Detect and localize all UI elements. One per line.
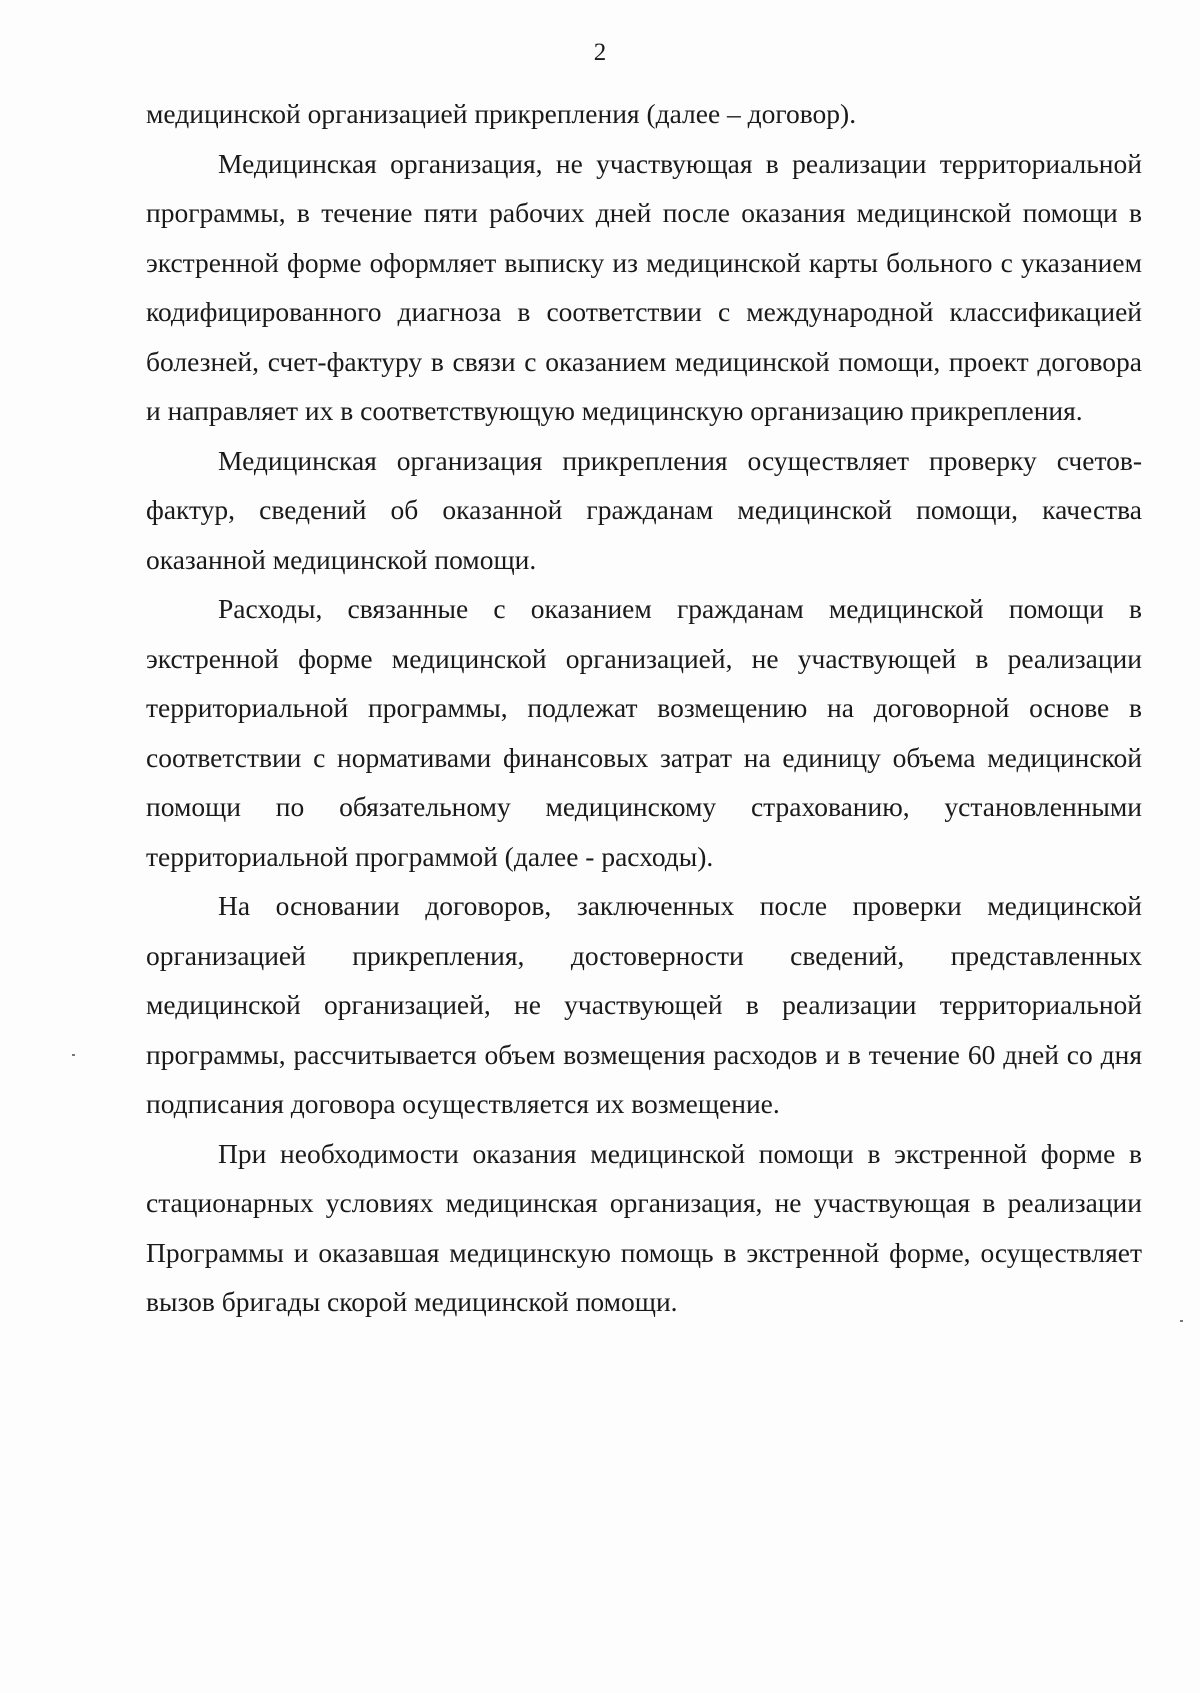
scan-dust-mark (1180, 1320, 1183, 1322)
paragraph-invoice-verification: Медицинская организация прикрепления осуществляет проверку счетов-фактур, сведений об оказанной гражданам медицинской помощи, качества оказанной медицинской помощи. (146, 444, 1142, 575)
document-body (146, 89, 1142, 1327)
page-number: 2 (593, 39, 607, 66)
paragraph-expense-reimbursement: Расходы, связанные с оказанием гражданам медицинской помощи в экстренной форме медицинской организацией, не участвующей в реализации территориальной программы, подлежат возмещению на договорной основе в соответствии с нормативами финансовых затрат на единицу объема медицинской помощи по обязательному медицинскому страхованию, установленными территориальной программой (далее - расходы). (146, 593, 1142, 872)
scan-dust-mark (72, 1054, 75, 1056)
paragraph-continuation: медицинской организацией прикрепления (далее – договор). (146, 98, 857, 129)
paragraph-contract-basis: На основании договоров, заключенных после проверки медицинской организацией прикрепления, достоверности сведений, представленных медицинской организацией, не участвующей в реализации территориальной программы, рассчитывается объем возмещения расходов и в течение 60 дней со дня подписания договора осуществляется их возмещение. (146, 890, 1142, 1119)
paragraph-non-participating-organization: Медицинская организация, не участвующая в реализации территориальной программы, в течение пяти рабочих дней после оказания медицинской помощи в экстренной форме оформляет выписку из медицинской карты больного с указанием кодифицированного диагноза в соответствии с международной классификацией болезней, счет-фактуру в связи с оказанием медицинской помощи, проект договора и направляет их в соответствующую медицинскую организацию прикрепления. (146, 147, 1142, 426)
paragraph-emergency-inpatient: При необходимости оказания медицинской помощи в экстренной форме в стационарных условиях медицинская организация, не участвующая в реализации Программы и оказавшая медицинскую помощь в экстренной форме, осуществляет вызов бригады скорой медицинской помощи. (146, 1137, 1142, 1317)
